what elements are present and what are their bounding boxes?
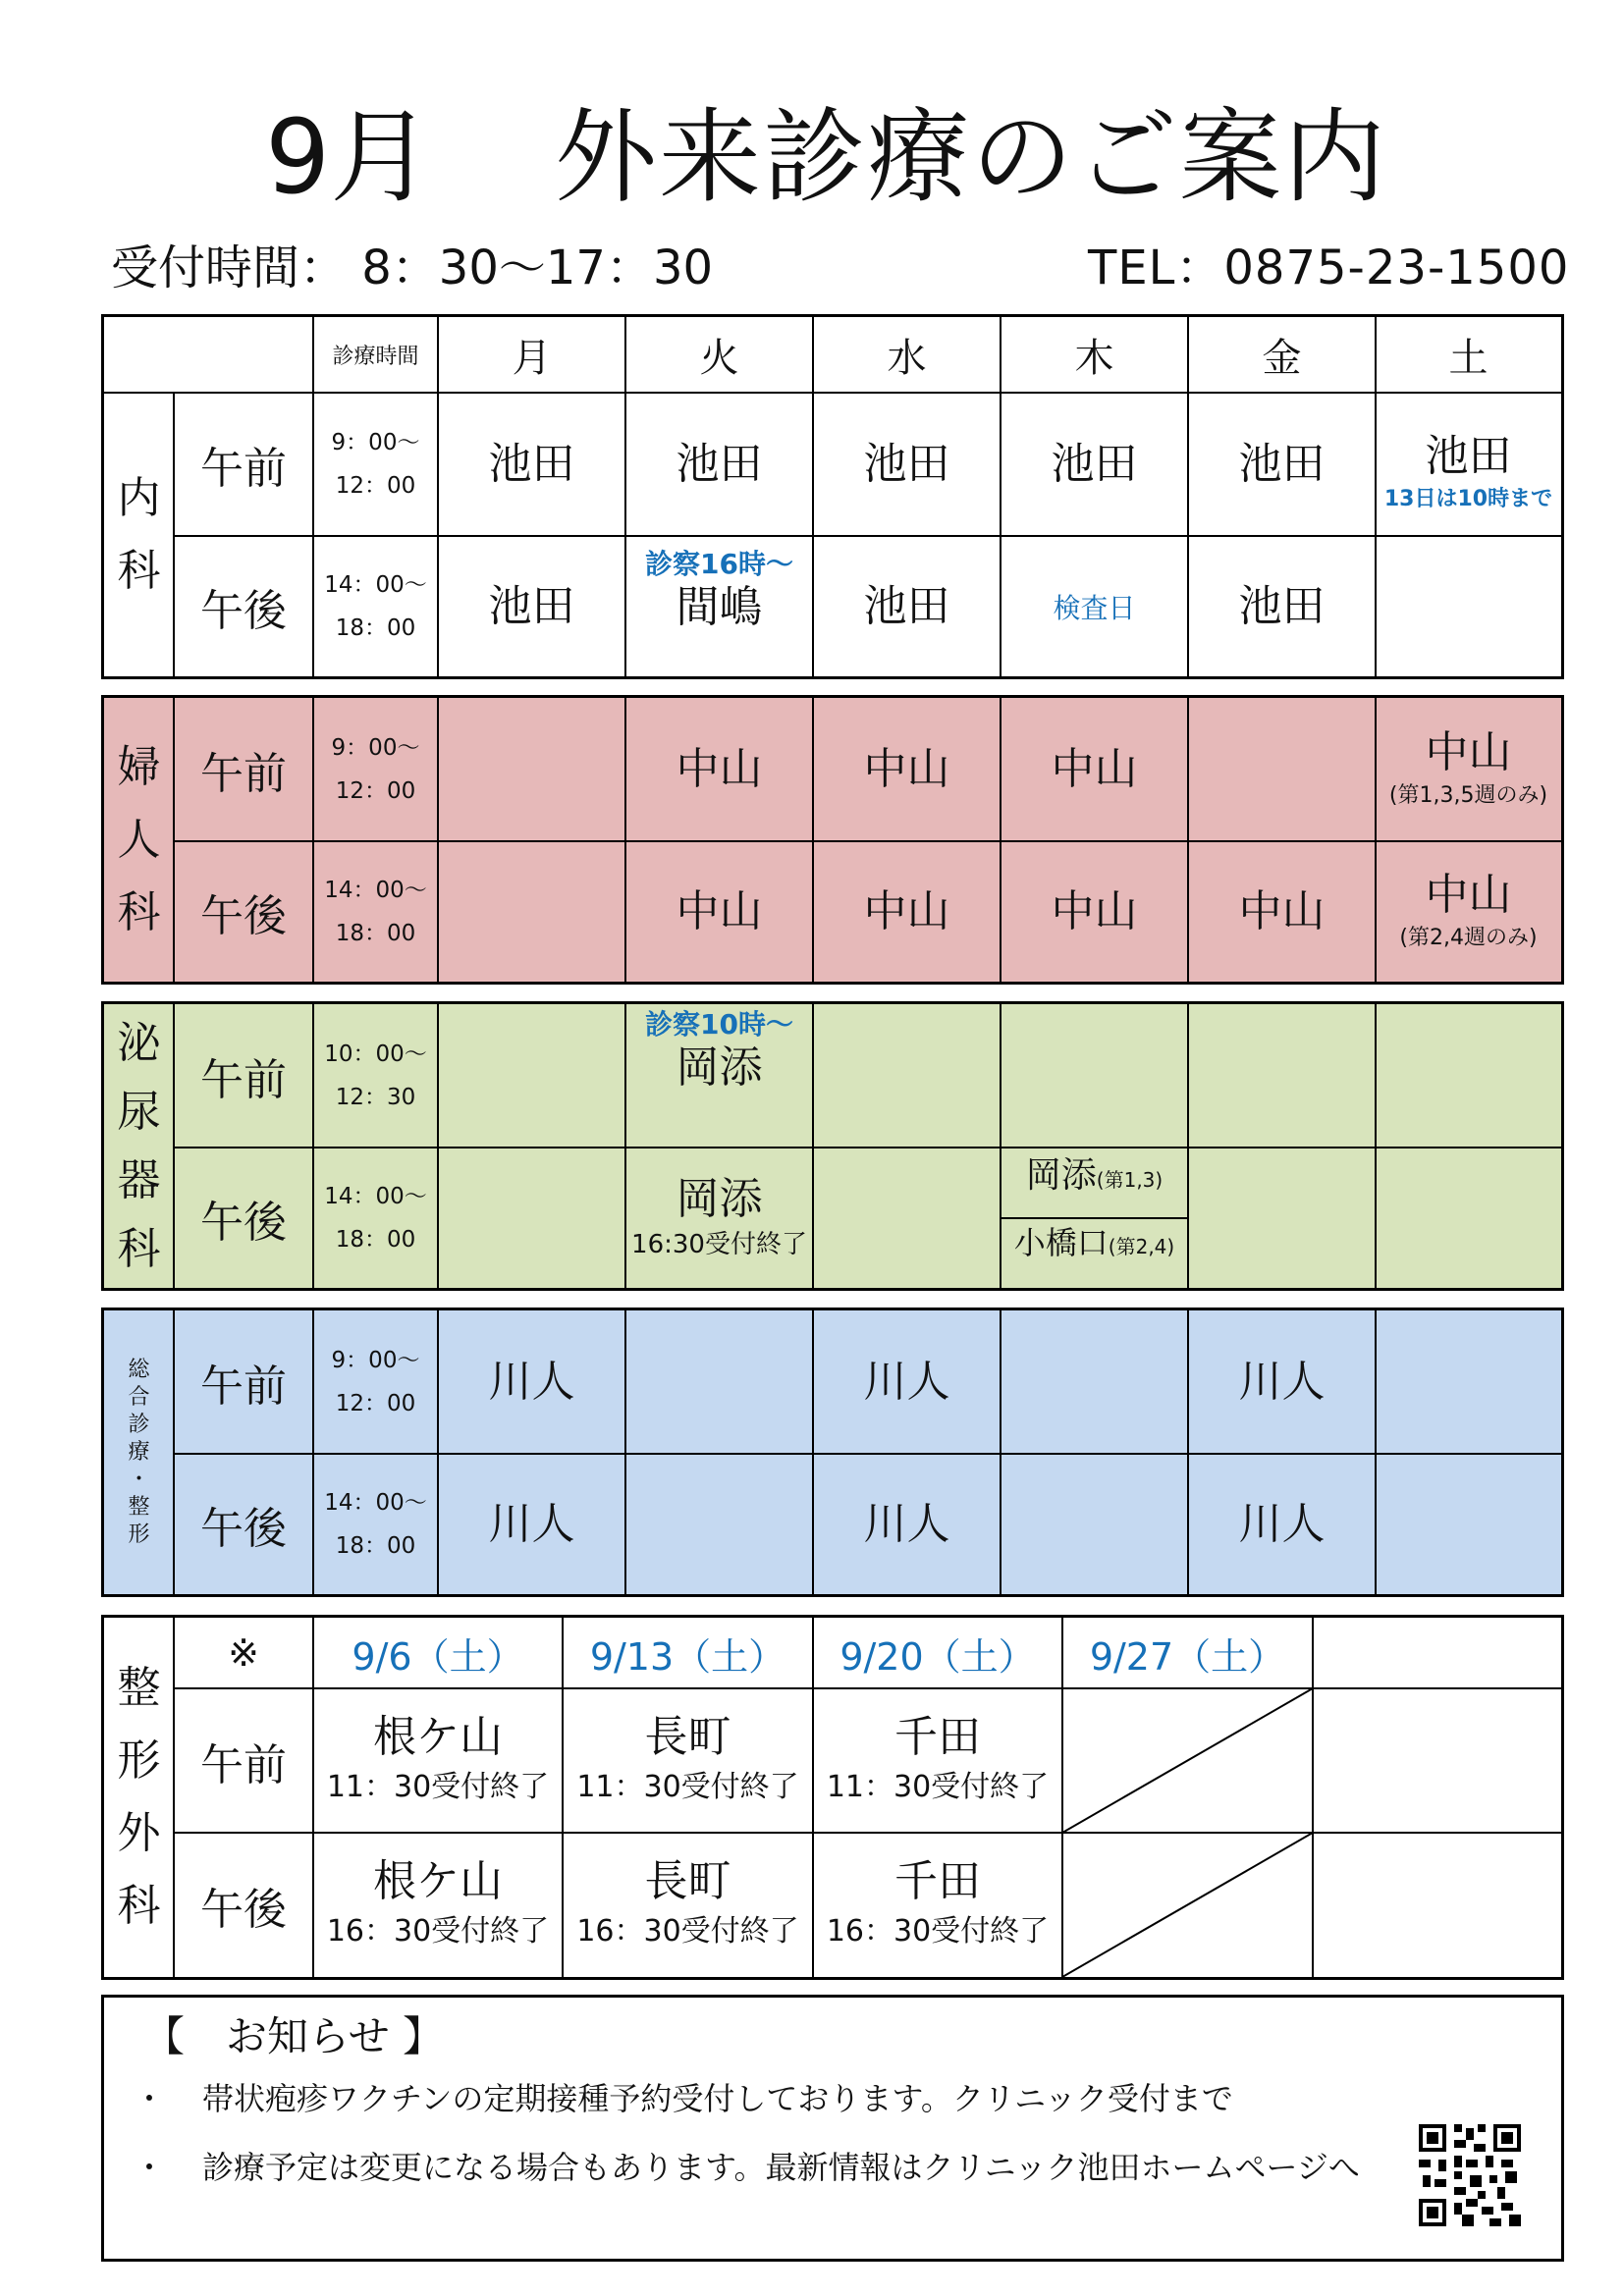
doctor-cell: 川人 bbox=[863, 1357, 950, 1407]
period-pm: 午後 bbox=[200, 890, 287, 941]
day-header-mon: 月 bbox=[512, 336, 552, 381]
period-am: 午前 bbox=[200, 1362, 287, 1412]
day-header-sat: 土 bbox=[1448, 336, 1489, 381]
doctor-cell: 池田 bbox=[1238, 580, 1326, 631]
sat-note: (第2,4週のみ) bbox=[1399, 925, 1538, 950]
date-header: 9/20（土） bbox=[839, 1634, 1036, 1679]
title-main: 外来診療のご案内 bbox=[555, 97, 1388, 217]
doctor-cell: 川人 bbox=[863, 1498, 950, 1549]
doctor-cell: 中山 bbox=[676, 744, 763, 794]
qr-code-icon[interactable] bbox=[1415, 2120, 1525, 2230]
sogo-block bbox=[101, 1308, 1564, 1597]
telephone-number: TEL：0875-23-1500 bbox=[1088, 240, 1570, 295]
doctor-cell bbox=[625, 1310, 813, 1454]
dept-label-naika: 内 科 bbox=[117, 472, 161, 596]
dept-label-seikei: 整 形 外 科 bbox=[117, 1663, 161, 1931]
date-header: 9/27（土） bbox=[1089, 1634, 1286, 1679]
doctor-cell bbox=[1376, 1454, 1561, 1594]
period-pm: 午後 bbox=[200, 1884, 287, 1935]
date-header: 9/6（土） bbox=[352, 1634, 524, 1679]
doctor-cell-tue: 診察10時〜 岡添 bbox=[645, 1008, 793, 1093]
tue-note: 診察10時〜 bbox=[645, 1008, 793, 1041]
doctor-cell: 川人 bbox=[1238, 1357, 1326, 1407]
doctor-cell bbox=[1376, 1310, 1561, 1454]
time-range-am: 9：00〜 12：00 bbox=[331, 735, 420, 804]
hinyoki-block bbox=[101, 1001, 1564, 1291]
doctor-cell: 池田 bbox=[1051, 439, 1138, 489]
time-range-am: 9：00〜 12：00 bbox=[331, 1348, 420, 1416]
day-header-thu: 木 bbox=[1074, 336, 1114, 381]
doctor-cell: 千田 16：30受付終了 bbox=[826, 1855, 1050, 1949]
doctor-cell: 中山 bbox=[1051, 885, 1138, 936]
title-month: 9月 bbox=[265, 97, 433, 217]
doctor-cell-sat: 中山 (第1,3,5週のみ) bbox=[1376, 698, 1561, 841]
tue-note: 診察16時〜 bbox=[645, 548, 793, 580]
doctor-cell: 中山 bbox=[863, 885, 950, 936]
doctor-cell-thu-1: 岡添 (第1,3) bbox=[1025, 1155, 1164, 1196]
doctor-cell: 中山 bbox=[863, 744, 950, 794]
dept-label-fujinka: 婦 人 科 bbox=[117, 741, 161, 937]
doctor-cell: 根ケ山 16：30受付終了 bbox=[326, 1855, 550, 1949]
dept-label-hinyoki: 泌 尿 器 科 bbox=[117, 1017, 161, 1274]
sat-note: (第1,3,5週のみ) bbox=[1388, 783, 1548, 808]
doctor-cell: 池田 bbox=[863, 580, 950, 631]
exam-day: 検査日 bbox=[1053, 591, 1136, 624]
time-range-pm: 14：00〜 18：00 bbox=[324, 1183, 427, 1253]
day-header-wed: 水 bbox=[887, 336, 927, 381]
time-column-header: 診療時間 bbox=[332, 345, 419, 369]
notice-heading: 【 お知らせ 】 bbox=[143, 2012, 445, 2060]
doctor-cell bbox=[1376, 536, 1561, 676]
doctor-cell: 中山 bbox=[676, 885, 763, 936]
period-pm: 午後 bbox=[200, 1197, 287, 1248]
doctor-cell bbox=[1188, 698, 1376, 841]
doctor-cell: 池田 bbox=[676, 439, 763, 489]
period-pm: 午後 bbox=[200, 1503, 287, 1554]
fujinka-block bbox=[101, 695, 1564, 985]
doctor-cell-thu-2: 小橋口 (第2,4) bbox=[1013, 1224, 1175, 1261]
day-header-fri: 金 bbox=[1262, 336, 1302, 381]
doctor-cell bbox=[625, 1454, 813, 1594]
doctor-cell: 池田 bbox=[488, 580, 575, 631]
notice-item: ・ 診療予定は変更になる場合もあります。最新情報はクリニック池田ホームページへ bbox=[134, 2149, 1360, 2186]
doctor-cell-sat: 池田 13日は10時まで bbox=[1376, 393, 1561, 536]
doctor-cell: 池田 bbox=[1238, 439, 1326, 489]
day-header-tue: 火 bbox=[699, 336, 739, 381]
period-am: 午前 bbox=[200, 444, 287, 494]
doctor-cell bbox=[438, 698, 625, 841]
period-am: 午前 bbox=[200, 1055, 287, 1105]
doctor-cell: 中山 bbox=[1051, 744, 1138, 794]
sat-note: 13日は10時まで bbox=[1383, 487, 1553, 511]
date-header: 9/13（土） bbox=[589, 1634, 786, 1679]
period-am: 午前 bbox=[200, 1739, 287, 1790]
doctor-cell: 池田 bbox=[863, 439, 950, 489]
time-range-am: 9：00〜 12：00 bbox=[331, 430, 420, 499]
time-range-pm: 14：00〜 18：00 bbox=[324, 877, 427, 946]
time-range-am: 10：00〜 12：30 bbox=[324, 1041, 427, 1110]
dept-label-sogo: 総 合 診 療 ・ 整 形 bbox=[128, 1357, 150, 1547]
doctor-cell-sat: 中山 (第2,4週のみ) bbox=[1376, 841, 1561, 982]
naika-block bbox=[101, 314, 1564, 679]
notice-box bbox=[101, 1995, 1564, 2262]
doctor-cell: 千田 11：30受付終了 bbox=[826, 1711, 1050, 1804]
doctor-cell: 川人 bbox=[1238, 1498, 1326, 1549]
doctor-cell bbox=[1001, 1310, 1188, 1454]
note-mark: ※ bbox=[228, 1631, 259, 1675]
doctor-cell: 池田 bbox=[488, 439, 575, 489]
seikei-block bbox=[101, 1615, 1564, 1980]
time-range-pm: 14：00〜 18：00 bbox=[324, 571, 427, 641]
doctor-cell: 根ケ山 11：30受付終了 bbox=[326, 1711, 550, 1804]
doctor-cell: 長町 11：30受付終了 bbox=[576, 1711, 799, 1804]
doctor-cell: 川人 bbox=[488, 1357, 575, 1407]
doctor-cell: 長町 16：30受付終了 bbox=[576, 1855, 799, 1949]
doctor-cell bbox=[438, 841, 625, 982]
doctor-cell bbox=[1001, 1454, 1188, 1594]
doctor-cell: 中山 bbox=[1238, 885, 1326, 936]
doctor-cell: 川人 bbox=[488, 1498, 575, 1549]
period-am: 午前 bbox=[200, 749, 287, 799]
page-title bbox=[0, 98, 1624, 216]
reception-end-note: 16:30受付終了 bbox=[631, 1229, 807, 1259]
doctor-cell-tue: 岡添 16:30受付終了 bbox=[625, 1148, 813, 1288]
time-range-pm: 14：00〜 18：00 bbox=[324, 1489, 427, 1559]
reception-hours: 受付時間： 8：30〜17：30 bbox=[111, 240, 714, 295]
period-pm: 午後 bbox=[200, 585, 287, 636]
notice-item: ・ 帯状疱疹ワクチンの定期接種予約受付しております。クリニック受付まで bbox=[134, 2080, 1233, 2117]
doctor-cell-tue: 診察16時〜 間嶋 bbox=[645, 548, 793, 632]
